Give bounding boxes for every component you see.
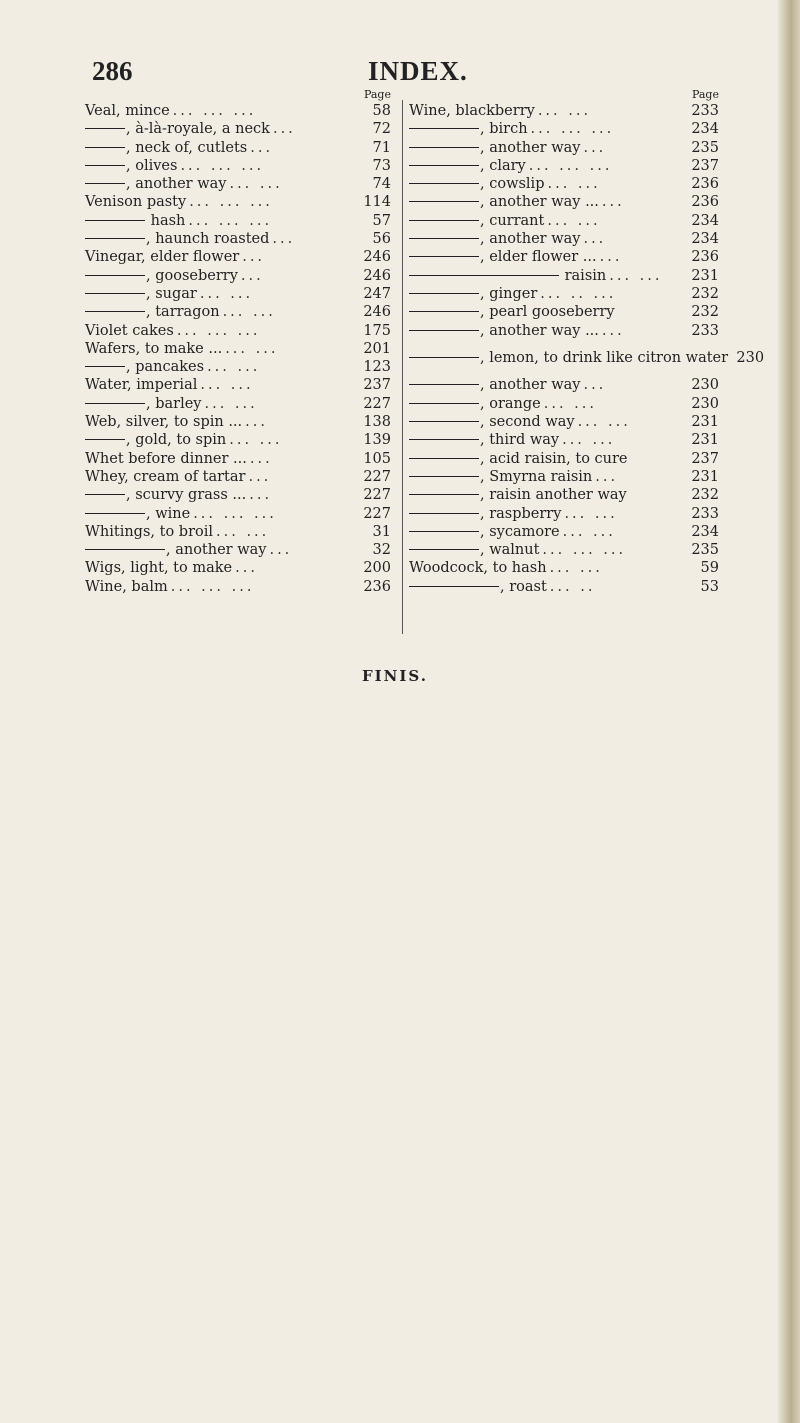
dot-leader: ... ...: [549, 560, 603, 577]
entry-label: Water, imperial: [85, 377, 198, 394]
dot-leader: ... ...: [216, 523, 270, 540]
entry-label: Whey, cream of tartar: [85, 468, 246, 485]
entry-label: Vinegar, elder flower: [85, 249, 240, 266]
page-reference: 58: [372, 103, 391, 119]
index-entry: [409, 486, 721, 504]
page-reference: 232: [691, 304, 719, 321]
index-entry: [409, 322, 721, 340]
ditto-rule: [409, 494, 479, 495]
dot-leader: ... ...: [562, 523, 616, 540]
index-entry: [85, 395, 397, 413]
ditto-rule: [409, 201, 479, 202]
dot-leader: ... ... ...: [176, 322, 261, 339]
index-entry: [85, 120, 397, 138]
dot-leader: ... ...: [200, 377, 254, 394]
page-reference: 237: [363, 377, 391, 394]
page-reference: 232: [691, 487, 719, 504]
entry-label: , raspberry: [409, 505, 561, 523]
page-reference: 105: [363, 450, 391, 467]
ditto-rule: [409, 476, 479, 477]
page-reference: 233: [691, 103, 719, 119]
dot-leader: ...: [583, 231, 607, 248]
ditto-rule: [85, 183, 125, 184]
entry-label: , lemon, to drink like citron water: [409, 349, 728, 367]
entry-label: , tarragon: [85, 303, 220, 321]
entry-label: , olives: [85, 157, 177, 175]
page-column-heading: Page: [691, 88, 719, 101]
index-entry: [85, 523, 397, 541]
page-reference: 246: [363, 267, 391, 284]
dot-leader: ... ..: [549, 578, 596, 595]
dot-leader: ... ... ...: [180, 157, 265, 174]
page-reference: 31: [372, 523, 391, 540]
entry-label: , acid raisin, to cure: [409, 450, 628, 468]
page-reference: 231: [691, 414, 719, 431]
dot-leader: ...: [601, 194, 625, 211]
page-reference: 234: [691, 231, 719, 248]
index-entry: [409, 285, 721, 303]
dot-leader: ... ...: [543, 395, 597, 412]
dot-leader: ... ...: [537, 103, 592, 119]
index-entry: [85, 376, 397, 394]
dot-leader: ...: [269, 542, 293, 559]
index-entry: [85, 541, 397, 559]
ditto-rule: [85, 311, 145, 312]
page-reference: 231: [691, 267, 719, 284]
dot-leader: ... ... ...: [188, 212, 273, 229]
dot-leader: ...: [249, 487, 273, 504]
index-entry: [409, 139, 721, 157]
index-entry: [409, 193, 721, 211]
page-reference: 247: [363, 285, 391, 302]
page-reference: 236: [691, 176, 719, 193]
index-entry: [85, 248, 397, 266]
dot-leader: ... ... ...: [170, 578, 255, 595]
entry-label: , another way ...: [409, 193, 599, 211]
entry-label: Wine, blackberry: [409, 103, 535, 119]
ditto-rule: [85, 494, 125, 495]
index-entry: [85, 175, 397, 193]
entry-label: Wafers, to make ...: [85, 340, 223, 357]
ditto-rule: [85, 165, 125, 166]
entry-label: Woodcock, to hash: [409, 560, 547, 577]
index-entry: [85, 322, 397, 340]
dot-leader: ...: [595, 468, 619, 485]
ditto-rule: [409, 293, 479, 294]
entry-label: , another way: [85, 175, 226, 193]
index-entry: [409, 340, 765, 377]
entry-label: , scurvy grass ...: [85, 486, 246, 504]
index-entry: [409, 468, 721, 486]
index-entry: [409, 450, 721, 468]
ditto-rule: [85, 513, 145, 514]
index-entry: [409, 505, 721, 523]
dot-leader: ...: [250, 139, 274, 156]
entry-label: Whet before dinner ...: [85, 450, 247, 467]
page-reference: 246: [363, 249, 391, 266]
ditto-rule: [85, 128, 125, 129]
entry-label: , currant: [409, 212, 544, 230]
page-reference: 233: [691, 505, 719, 522]
index-entry: [409, 157, 721, 175]
entry-label: , pancakes: [85, 358, 204, 376]
index-entry: [85, 358, 397, 376]
index-entry: [85, 468, 397, 486]
page-reference: 123: [363, 359, 391, 376]
index-entry: [409, 431, 721, 449]
index-entry: [85, 157, 397, 175]
index-column-left: [85, 88, 397, 596]
index-entry: [85, 212, 397, 230]
entry-label: , barley: [85, 395, 202, 413]
entry-label: , another way: [409, 230, 580, 248]
entry-label: , sycamore: [409, 523, 560, 541]
page-reference: 234: [691, 212, 719, 229]
entry-label: , gooseberry: [85, 267, 238, 285]
dot-leader: ... ... ...: [193, 505, 277, 522]
ditto-rule: [409, 531, 479, 532]
dot-leader: ...: [583, 139, 607, 156]
page-column-heading: Page: [363, 88, 391, 101]
dot-leader: ...: [242, 249, 266, 266]
index-entry: [409, 102, 721, 120]
page-reference: 59: [700, 560, 719, 577]
ditto-rule: [409, 357, 479, 358]
page-reference: 231: [691, 468, 719, 485]
ditto-rule: [409, 384, 479, 385]
page-number: 286: [92, 56, 133, 86]
index-entry: [409, 267, 721, 285]
dot-leader: ...: [249, 450, 273, 467]
ditto-rule: [409, 586, 499, 587]
ditto-rule: [85, 403, 145, 404]
dot-leader: ...: [245, 414, 268, 431]
column-divider: [402, 100, 403, 634]
index-entry: [409, 523, 721, 541]
ditto-rule: [409, 311, 479, 312]
page-reference: 53: [700, 578, 719, 595]
dot-leader: ... ... ...: [189, 194, 273, 211]
page-reference: 230: [691, 395, 719, 412]
entry-label: , pearl gooseberry: [409, 303, 615, 321]
entry-label: hash: [85, 212, 185, 230]
index-entry-list: [409, 102, 765, 596]
page-reference: 230: [736, 350, 765, 366]
ditto-rule: [85, 439, 125, 440]
index-entry: [85, 413, 397, 431]
dot-leader: ... ...: [229, 176, 283, 193]
ditto-rule: [409, 238, 479, 239]
index-entry: [85, 559, 397, 577]
page-reference: 72: [372, 121, 391, 138]
page-reference: 236: [691, 249, 719, 266]
page-reference: 74: [372, 176, 391, 193]
index-entry: [409, 395, 721, 413]
dot-leader: ... ...: [207, 359, 261, 376]
entry-label: , sugar: [85, 285, 197, 303]
ditto-rule: [409, 513, 479, 514]
page-reference: 236: [691, 194, 719, 211]
ditto-rule: [409, 439, 479, 440]
page-reference: 175: [363, 322, 391, 339]
dot-leader: ... .. ...: [540, 285, 617, 302]
page-reference: 234: [691, 523, 719, 540]
page-reference: 233: [691, 322, 719, 339]
dot-leader: ...: [235, 560, 258, 577]
index-entry: [85, 267, 397, 285]
ditto-rule: [409, 128, 479, 129]
entry-label: , another way: [85, 541, 266, 559]
page-reference: 237: [691, 450, 719, 467]
ditto-rule: [409, 147, 479, 148]
page-reference: 231: [691, 432, 719, 449]
ditto-rule: [409, 421, 479, 422]
entry-label: Violet cakes: [85, 322, 174, 339]
dot-leader: ... ...: [609, 267, 663, 284]
index-entry-list: [85, 102, 397, 596]
dot-leader: ... ... ...: [542, 542, 627, 559]
ditto-rule: [409, 220, 479, 221]
entry-label: , raisin another way: [409, 486, 627, 504]
dot-leader: ... ...: [229, 432, 283, 449]
index-entry: [409, 248, 721, 266]
entry-label: , another way: [409, 139, 580, 157]
page-reference: 138: [363, 414, 391, 431]
index-entry: [85, 578, 397, 596]
index-entry: [85, 230, 397, 248]
page-reference: 227: [363, 468, 391, 485]
index-entry: [409, 303, 721, 321]
page-title: INDEX.: [368, 56, 468, 86]
entry-label: , ginger: [409, 285, 537, 303]
index-entry: [409, 120, 721, 138]
page-reference: 57: [372, 212, 391, 229]
index-entry: [409, 230, 721, 248]
entry-label: , neck of, cutlets: [85, 139, 247, 157]
entry-label: , third way: [409, 431, 559, 449]
dot-leader: ... ...: [564, 505, 618, 522]
dot-leader: ...: [248, 468, 272, 485]
page-reference: 232: [691, 285, 719, 302]
ditto-rule: [409, 256, 479, 257]
page-reference: 56: [372, 231, 391, 248]
ditto-rule: [409, 165, 479, 166]
entry-label: , à-là-royale, a neck: [85, 120, 270, 138]
index-entry: [85, 102, 397, 120]
ditto-rule: [85, 238, 145, 239]
ditto-rule: [85, 293, 145, 294]
entry-label: Web, silver, to spin ...: [85, 414, 243, 431]
index-entry: [85, 285, 397, 303]
dot-leader: ... ...: [547, 176, 601, 193]
page-reference: 32: [372, 542, 391, 559]
page-reference: 230: [691, 377, 719, 394]
ditto-rule: [409, 275, 559, 276]
ditto-rule: [409, 330, 479, 331]
page-reference: 200: [363, 560, 391, 577]
entry-label: Venison pasty: [85, 194, 187, 211]
index-entry: [85, 303, 397, 321]
dot-leader: ... ...: [562, 432, 616, 449]
entry-label: Veal, mince: [85, 103, 170, 119]
entry-label: , haunch roasted: [85, 230, 269, 248]
dot-leader: ...: [599, 249, 623, 266]
entry-label: Wine, balm: [85, 578, 168, 595]
dot-leader: ... ...: [222, 304, 276, 321]
page-reference: 235: [691, 139, 719, 156]
index-entry: [409, 413, 721, 431]
entry-label: Whitings, to broil: [85, 523, 214, 540]
entry-label: , Smyrna raisin: [409, 468, 592, 486]
dot-leader: ... ... ...: [172, 103, 257, 119]
page-reference: 114: [363, 194, 391, 211]
index-entry: [409, 559, 721, 577]
ditto-rule: [409, 549, 479, 550]
ditto-rule: [85, 275, 145, 276]
entry-label: , birch: [409, 120, 528, 138]
page-reference: 139: [363, 432, 391, 449]
entry-label: raisin: [409, 267, 606, 285]
dot-leader: ... ... ...: [530, 121, 615, 138]
index-entry: [85, 486, 397, 504]
page-reference: 227: [363, 395, 391, 412]
page-reference: 236: [363, 578, 391, 595]
dot-leader: ... ...: [199, 285, 254, 302]
ditto-rule: [85, 366, 125, 367]
index-entry: [85, 450, 397, 468]
dot-leader: ... ... ...: [528, 157, 613, 174]
entry-label: , second way: [409, 413, 575, 431]
index-entry: [409, 212, 721, 230]
page-reference: 237: [691, 157, 719, 174]
page-reference: 234: [691, 121, 719, 138]
entry-label: , clary: [409, 157, 526, 175]
entry-label: , elder flower ...: [409, 248, 597, 266]
index-entry: [85, 139, 397, 157]
index-entry: [85, 431, 397, 449]
entry-label: , wine: [85, 505, 190, 523]
ditto-rule: [409, 458, 479, 459]
entry-label: , another way ...: [409, 322, 599, 340]
page-reference: 235: [691, 542, 719, 559]
entry-label: , gold, to spin: [85, 431, 226, 449]
page-reference: 227: [363, 505, 391, 522]
dot-leader: ... ...: [225, 340, 279, 357]
index-column-right: [409, 88, 765, 596]
index-entry: [85, 193, 397, 211]
page-reference: 246: [363, 304, 391, 321]
entry-label: , orange: [409, 395, 541, 413]
page-reference: 73: [372, 157, 391, 174]
page-edge: [778, 0, 800, 1423]
index-entry: [409, 541, 721, 559]
page-reference: 201: [363, 340, 391, 357]
entry-label: , another way: [409, 376, 580, 394]
dot-leader: ... ...: [577, 414, 631, 431]
index-entry: [409, 376, 721, 394]
index-entry: [409, 578, 721, 596]
ditto-rule: [85, 147, 125, 148]
index-entry: [85, 505, 397, 523]
dot-leader: ...: [272, 231, 296, 248]
ditto-rule: [409, 403, 479, 404]
entry-label: , walnut: [409, 541, 539, 559]
page-reference: 71: [372, 139, 391, 156]
dot-leader: ... ...: [204, 395, 258, 412]
index-entry: [85, 340, 397, 358]
index-entry: [409, 175, 721, 193]
page-reference: 227: [363, 487, 391, 504]
dot-leader: ...: [583, 377, 607, 394]
ditto-rule: [85, 220, 145, 221]
dot-leader: ...: [240, 267, 264, 284]
ditto-rule: [409, 183, 479, 184]
dot-leader: ...: [272, 121, 296, 138]
entry-label: , roast: [409, 578, 547, 596]
finis-text: FINIS.: [362, 667, 428, 685]
entry-label: , cowslip: [409, 175, 544, 193]
entry-label: Wigs, light, to make: [85, 560, 233, 577]
dot-leader: ... ...: [547, 212, 601, 229]
dot-leader: ...: [601, 322, 625, 339]
ditto-rule: [85, 549, 165, 550]
